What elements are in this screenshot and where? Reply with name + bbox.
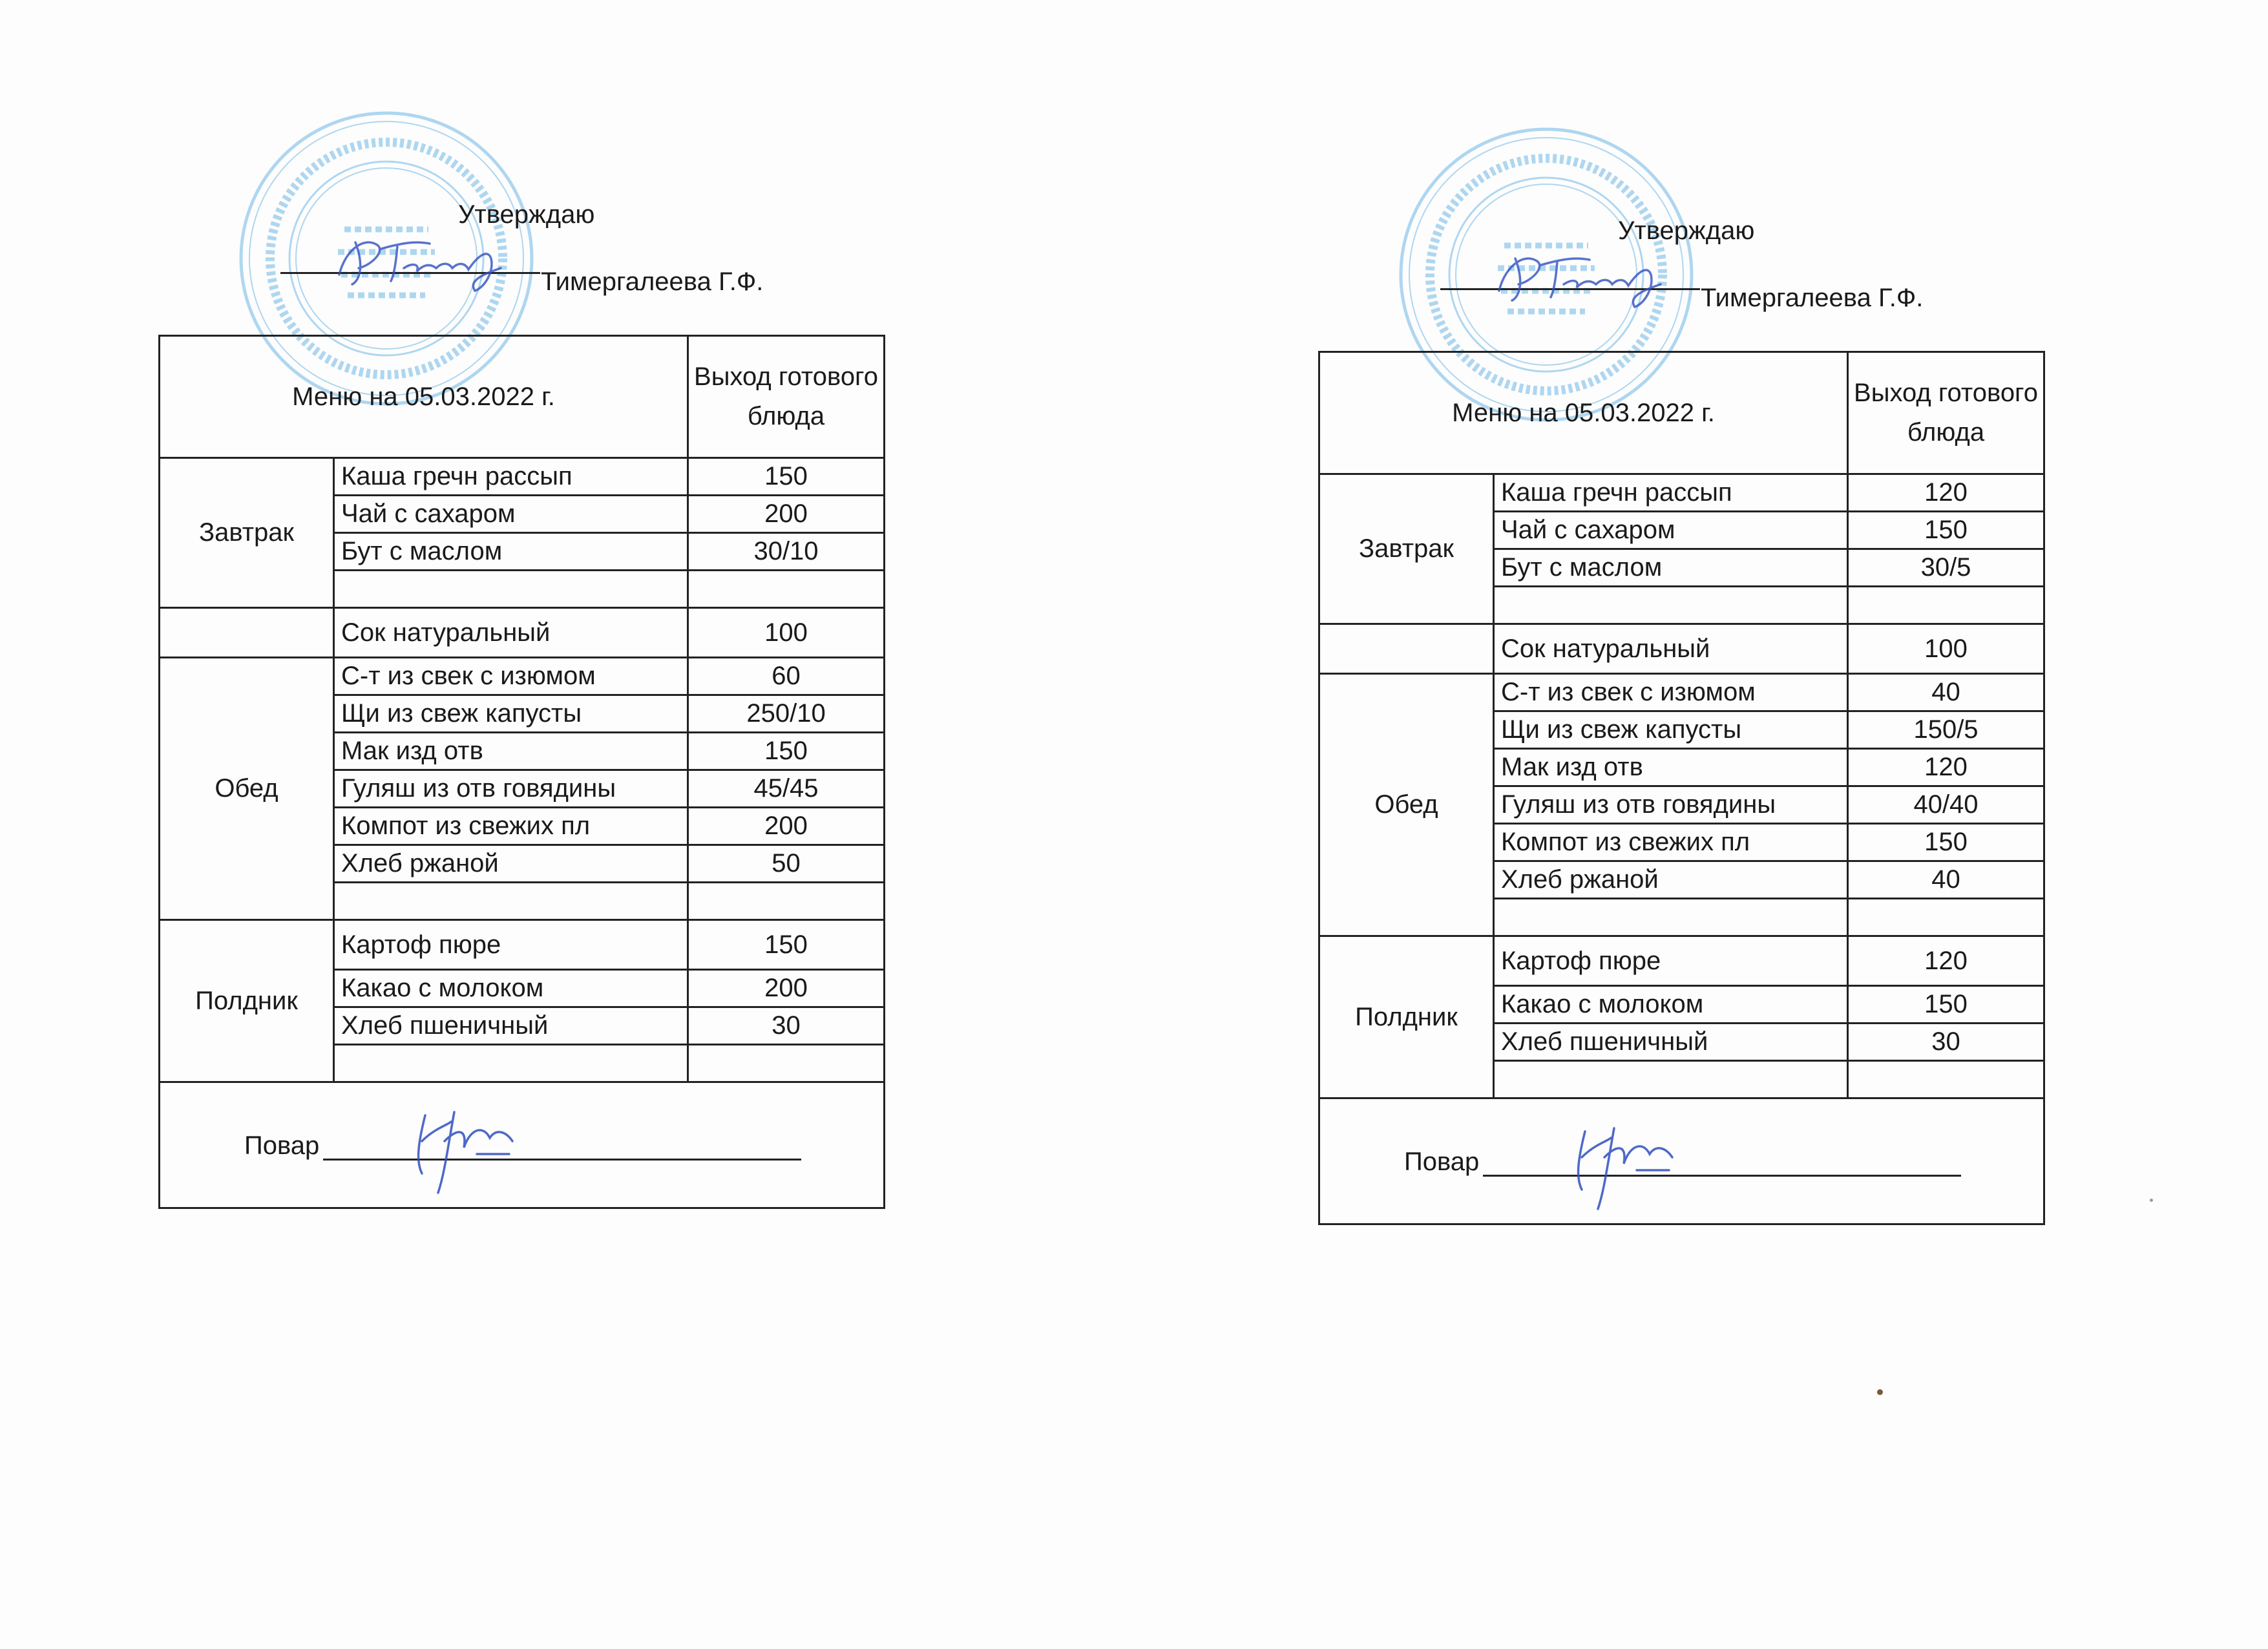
- dish-name: Компот из свежих пл: [1494, 824, 1848, 861]
- approval-signature-line: [280, 238, 540, 274]
- dish-qty: 40: [1848, 861, 2044, 899]
- dish-name: Сок натуральный: [334, 608, 688, 658]
- empty-cell: [160, 608, 334, 658]
- dish-name: Картоф пюре: [334, 920, 688, 970]
- dish-name: Мак изд отв: [334, 733, 688, 770]
- dish-name: Компот из свежих пл: [334, 808, 688, 845]
- table-row: [160, 658, 885, 695]
- dish-name: Хлеб ржаной: [334, 845, 688, 883]
- menu-title: Меню на 05.03.2022 г.: [160, 336, 688, 458]
- director-name: Тимергалеева Г.Ф.: [1701, 284, 1924, 312]
- dish-qty: 250/10: [688, 695, 885, 733]
- table-row: [160, 458, 885, 496]
- table-row: [160, 608, 885, 658]
- cook-row: [1319, 1098, 2044, 1224]
- dish-name: Каша гречн рассып: [334, 458, 688, 496]
- dish-name: Хлеб пшеничный: [1494, 1024, 1848, 1061]
- approval-signature-line: [1440, 255, 1700, 290]
- dish-qty: 200: [688, 808, 885, 845]
- dish-qty: 40/40: [1848, 786, 2044, 824]
- cook-row: [160, 1082, 885, 1208]
- dish-qty: 100: [688, 608, 885, 658]
- director-name: Тимергалеева Г.Ф.: [541, 268, 764, 296]
- meal-snack: Полдник: [1319, 936, 1494, 1098]
- menu-table: [158, 335, 885, 1209]
- empty-cell: [334, 883, 688, 920]
- dish-name: Хлеб ржаной: [1494, 861, 1848, 899]
- table-row: [1319, 474, 2044, 512]
- dish-name: Бут с маслом: [1494, 549, 1848, 587]
- cook-cell: [1319, 1098, 2044, 1224]
- dish-name: Щи из свеж капусты: [1494, 711, 1848, 749]
- dish-qty: 120: [1848, 474, 2044, 512]
- approval-label: Утверждаю: [458, 200, 595, 229]
- empty-cell: [688, 571, 885, 608]
- dish-qty: 45/45: [688, 770, 885, 808]
- meal-snack: Полдник: [160, 920, 334, 1082]
- dish-name: Щи из свеж капусты: [334, 695, 688, 733]
- meal-breakfast: Завтрак: [1319, 474, 1494, 624]
- cook-signature-line: [1483, 1146, 1961, 1177]
- dish-name: С-т из свек с изюмом: [1494, 674, 1848, 711]
- cook-label: Повар: [1404, 1147, 1480, 1176]
- dish-name: Хлеб пшеничный: [334, 1007, 688, 1045]
- empty-cell: [688, 1045, 885, 1082]
- meal-lunch: Обед: [160, 658, 334, 920]
- meal-breakfast: Завтрак: [160, 458, 334, 608]
- dish-qty: 150: [1848, 512, 2044, 549]
- dish-qty: 150: [1848, 986, 2044, 1024]
- empty-cell: [1848, 587, 2044, 624]
- cook-signature-line: [323, 1130, 801, 1161]
- output-header: Выход готового блюда: [1848, 352, 2044, 474]
- dish-qty: 100: [1848, 624, 2044, 674]
- table-row: [1319, 936, 2044, 986]
- empty-cell: [1319, 624, 1494, 674]
- paper-speck: [2150, 1199, 2153, 1202]
- approval-label: Утверждаю: [1618, 216, 1755, 245]
- dish-qty: 200: [688, 496, 885, 533]
- dish-name: Чай с сахаром: [1494, 512, 1848, 549]
- dish-name: С-т из свек с изюмом: [334, 658, 688, 695]
- dish-qty: 200: [688, 970, 885, 1007]
- empty-cell: [688, 883, 885, 920]
- empty-cell: [1494, 899, 1848, 936]
- dish-qty: 120: [1848, 749, 2044, 786]
- dish-qty: 30: [1848, 1024, 2044, 1061]
- dish-name: Гуляш из отв говядины: [1494, 786, 1848, 824]
- dish-qty: 50: [688, 845, 885, 883]
- meal-lunch: Обед: [1319, 674, 1494, 936]
- cook-label: Повар: [244, 1131, 320, 1160]
- dish-qty: 150/5: [1848, 711, 2044, 749]
- dish-name: Сок натуральный: [1494, 624, 1848, 674]
- empty-cell: [334, 1045, 688, 1082]
- dish-name: Бут с маслом: [334, 533, 688, 571]
- dish-name: Каша гречн рассып: [1494, 474, 1848, 512]
- empty-cell: [1494, 587, 1848, 624]
- table-row: [1319, 624, 2044, 674]
- paper-speck: [1877, 1389, 1883, 1395]
- dish-name: Картоф пюре: [1494, 936, 1848, 986]
- empty-cell: [1848, 1061, 2044, 1098]
- empty-cell: [1494, 1061, 1848, 1098]
- empty-cell: [334, 571, 688, 608]
- dish-qty: 30/5: [1848, 549, 2044, 587]
- table-row: [160, 920, 885, 970]
- dish-name: Гуляш из отв говядины: [334, 770, 688, 808]
- dish-qty: 30/10: [688, 533, 885, 571]
- dish-qty: 40: [1848, 674, 2044, 711]
- dish-name: Какао с молоком: [334, 970, 688, 1007]
- dish-qty: 150: [688, 920, 885, 970]
- empty-cell: [1848, 899, 2044, 936]
- output-header: Выход готового блюда: [688, 336, 885, 458]
- dish-name: Чай с сахаром: [334, 496, 688, 533]
- dish-qty: 120: [1848, 936, 2044, 986]
- menu-table: [1318, 351, 2045, 1225]
- dish-qty: 150: [1848, 824, 2044, 861]
- dish-name: Какао с молоком: [1494, 986, 1848, 1024]
- dish-qty: 60: [688, 658, 885, 695]
- menu-title: Меню на 05.03.2022 г.: [1319, 352, 1848, 474]
- table-row: [1319, 674, 2044, 711]
- dish-qty: 30: [688, 1007, 885, 1045]
- dish-qty: 150: [688, 733, 885, 770]
- dish-qty: 150: [688, 458, 885, 496]
- cook-cell: [160, 1082, 885, 1208]
- dish-name: Мак изд отв: [1494, 749, 1848, 786]
